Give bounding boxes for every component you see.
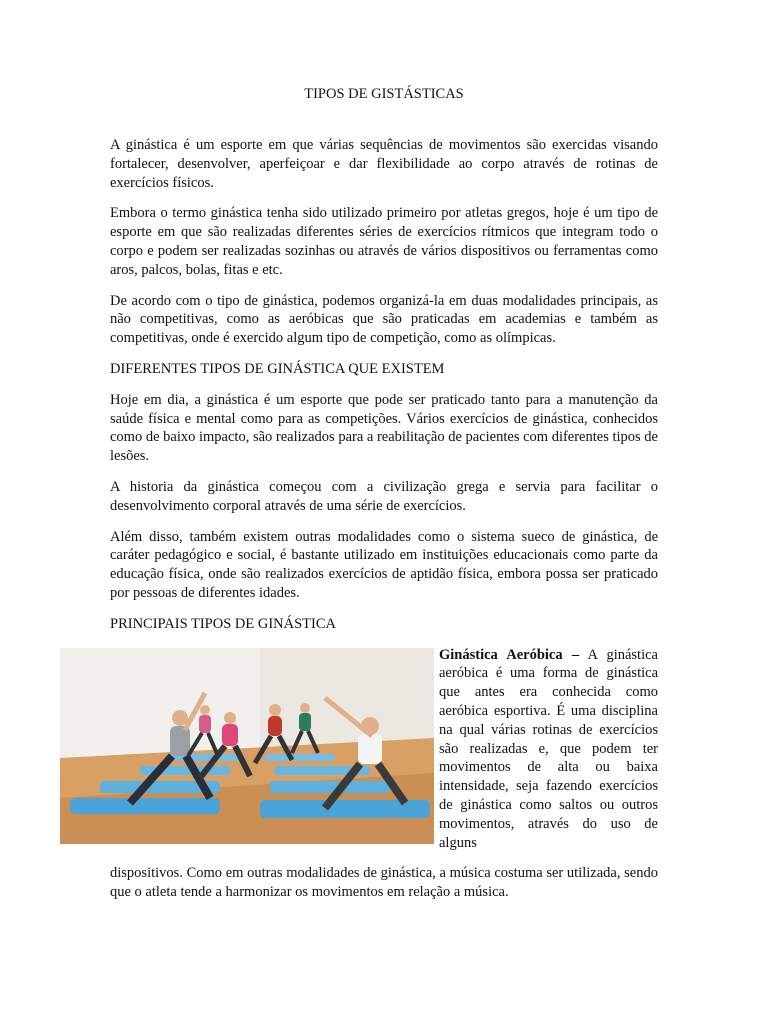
aerobic-tail-paragraph: dispositivos. Como em outras modalidades de ginástica, a música costuma ser utilizada, sendo que o atleta tende a harmonizar os movimentos em relação a música. bbox=[110, 865, 658, 901]
section-heading-main-types: PRINCIPAIS TIPOS DE GINÁSTICA bbox=[110, 615, 336, 632]
aerobic-term: Ginástica Aeróbica – bbox=[439, 646, 580, 663]
document-page bbox=[110, 86, 658, 914]
aerobic-side-text: A ginástica aeróbica é uma forma de ginástica que antes era conhecida como aeróbica esportiva. É uma disciplina na qual várias rotinas de exercícios são realizadas e, que podem ter movimentos de alta ou baixa intensidade, seja fazendo exercícios de ginástica como saltos ou outros movimentos, através do uso de alguns bbox=[439, 646, 658, 851]
aerobic-side-paragraph bbox=[439, 646, 658, 853]
aerobic-section bbox=[110, 646, 658, 902]
aerobics-photo-icon bbox=[60, 648, 434, 844]
section1-paragraph-1: Hoje em dia, a ginástica é um esporte que pode ser praticado tanto para a manutenção da saúde física e mental como para as competições. Vários exercícios de ginástica, conhecidos como de baixo impacto, são realizados para a reabilitação de pacientes com diferentes tipos de lesões. bbox=[110, 391, 658, 465]
section1-paragraph-3: Além disso, também existem outras modalidades como o sistema sueco de ginástica, de caráter pedagógico e social, é bastante utilizado em instituições educacionais como parte da educação física, onde são realizados exercícios de aptidão física, embora possa ser praticado por pessoas de diferentes idades. bbox=[110, 528, 658, 601]
section1-paragraph-2: A historia da ginástica começou com a civilização grega e servia para facilitar o desenvolvimento corporal através de uma série de exercícios. bbox=[110, 478, 658, 514]
intro-paragraph-3: De acordo com o tipo de ginástica, podemos organizá-la em duas modalidades principais, as não competitivas, como as aeróbicas que são praticadas em academias e também as competitivas, onde é exercido algum tipo de competição, como as olímpicas. bbox=[110, 292, 658, 347]
intro-paragraph-1: A ginástica é um esporte em que várias sequências de movimentos são exercidas visando fortalecer, desenvolver, aperfeiçoar e dar flexibilidade ao corpo através de rotinas de exercícios físicos. bbox=[110, 137, 658, 191]
aerobics-class-photo bbox=[60, 648, 434, 844]
section-heading-types: DIFERENTES TIPOS DE GINÁSTICA QUE EXISTEM bbox=[110, 360, 445, 377]
document-title: TIPOS DE GISTÁSTICAS bbox=[304, 86, 464, 102]
intro-paragraph-2: Embora o termo ginástica tenha sido utilizado primeiro por atletas gregos, hoje é um tipo de esporte em que são realizadas diferentes séries de exercícios rítmicos que integram todo o corpo e podem ser realizadas sozinhas ou através de vários dispositivos ou ferramentas como aros, palcos, bolas, fitas e etc. bbox=[110, 205, 658, 278]
